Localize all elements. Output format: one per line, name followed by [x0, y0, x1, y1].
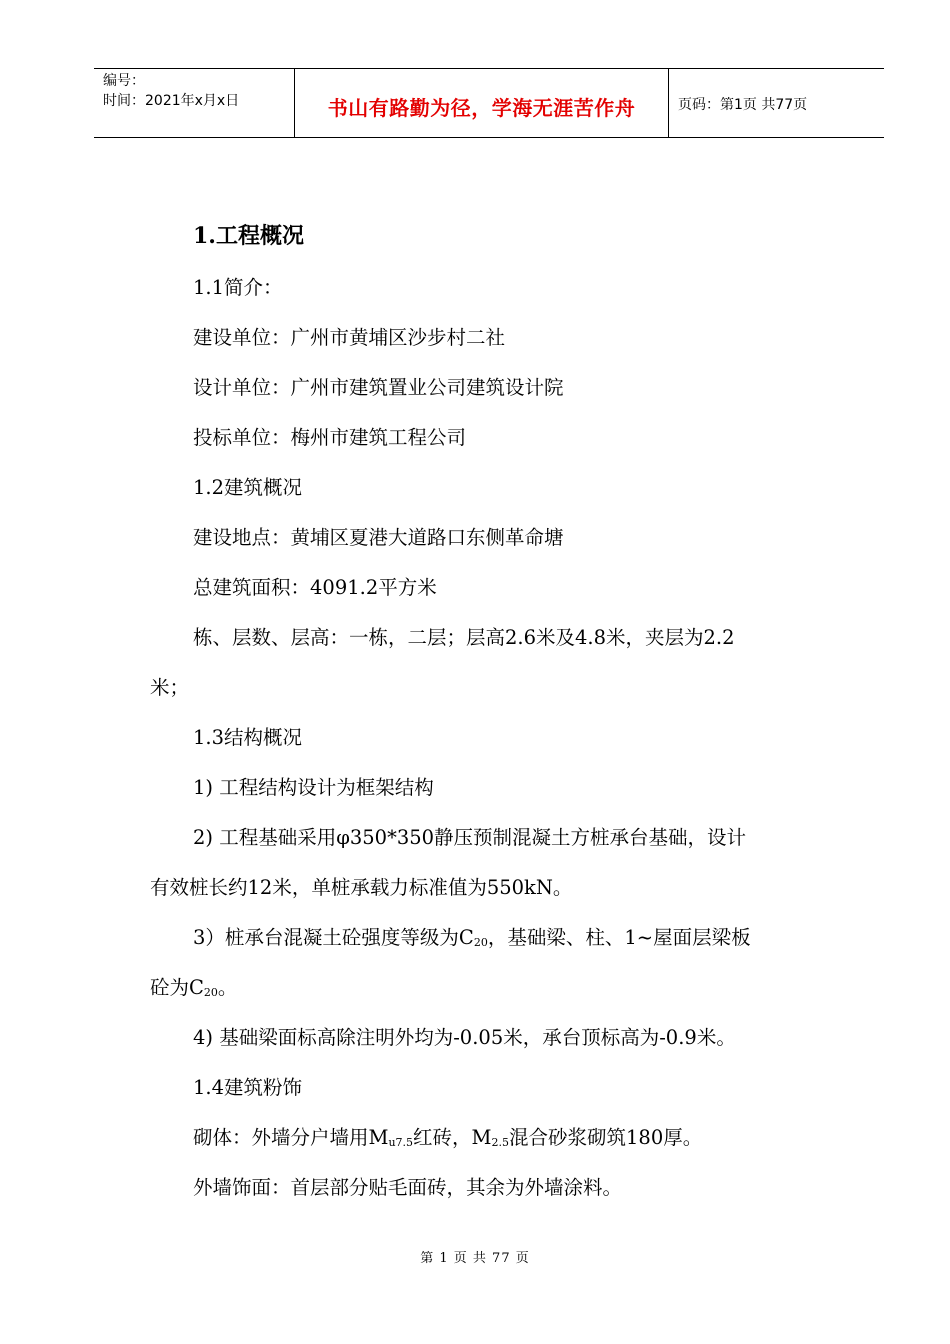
header-page-cell: [669, 69, 884, 137]
document-code-label: 编号：: [103, 73, 145, 89]
bidding-unit: 投标单位：梅州市建筑工程公司: [193, 426, 467, 449]
text-run: 砌体：外墙分户墙用M: [193, 1126, 389, 1149]
subscript: 20: [203, 986, 218, 999]
text-run: 3）桩承台混凝土砼强度等级为C: [193, 926, 474, 949]
floors-heights-line-1: 栋、层数、层高：一栋，二层；层高2.6米及4.8米，夹层为2.2: [193, 626, 735, 649]
structure-item-2-line-1: 2) 工程基础采用φ350*350静压预制混凝土方桩承台基础，设计: [193, 826, 747, 849]
exterior-finish-line: 外墙饰面：首层部分贴毛面砖，其余为外墙涂料。: [193, 1176, 623, 1199]
subsection-title-1-4: 1.4建筑粉饰: [193, 1076, 303, 1099]
subscript: 2.5: [491, 1136, 510, 1149]
subsection-title-1-3: 1.3结构概况: [193, 726, 303, 749]
subscript: 20: [473, 936, 488, 949]
construction-unit: 建设单位：广州市黄埔区沙步村二社: [193, 326, 506, 349]
text-run: ，基础梁、柱、1~屋面层梁板: [487, 926, 751, 949]
construction-site: 建设地点：黄埔区夏港大道路口东侧革命塘: [193, 526, 564, 549]
header-motto-cell: [294, 69, 669, 137]
floors-heights-line-2: 米；: [150, 676, 190, 699]
design-unit: 设计单位：广州市建筑置业公司建筑设计院: [193, 376, 564, 399]
text-run: 混合砂浆砌筑180厚。: [509, 1126, 703, 1149]
subscript: u7.5: [388, 1136, 414, 1149]
subsection-title-1-2: 1.2建筑概况: [193, 476, 303, 499]
text-run: 。: [217, 976, 238, 999]
structure-item-4: 4) 基础梁面标高除注明外均为-0.05米，承台顶标高为-0.9米。: [193, 1026, 736, 1049]
subsection-title-1-1: 1.1简介：: [193, 276, 283, 299]
total-area: 总建筑面积：4091.2平方米: [193, 576, 437, 599]
masonry-line: [193, 1122, 702, 1150]
structure-item-1: 1) 工程结构设计为框架结构: [193, 776, 434, 799]
structure-item-3-line-1: [193, 922, 751, 950]
structure-item-2-line-2: 有效桩长约12米，单桩承载力标准值为550kN。: [150, 876, 573, 899]
header-motto: 书山有路勤为径，学海无涯苦作舟: [327, 96, 636, 120]
section-heading: 1.工程概况: [193, 223, 304, 249]
header-table: [94, 68, 884, 138]
text-run: 红砖，M: [413, 1126, 492, 1149]
document-time-label: 时间：2021年x月x日: [103, 93, 240, 109]
header-page-number: 页码：第1页 共77页: [678, 97, 808, 113]
page-footer: 第 1 页 共 77 页: [420, 1251, 530, 1266]
structure-item-3-line-2: [150, 972, 237, 1000]
header-meta-cell: [94, 69, 294, 137]
text-run: 砼为C: [150, 976, 204, 999]
